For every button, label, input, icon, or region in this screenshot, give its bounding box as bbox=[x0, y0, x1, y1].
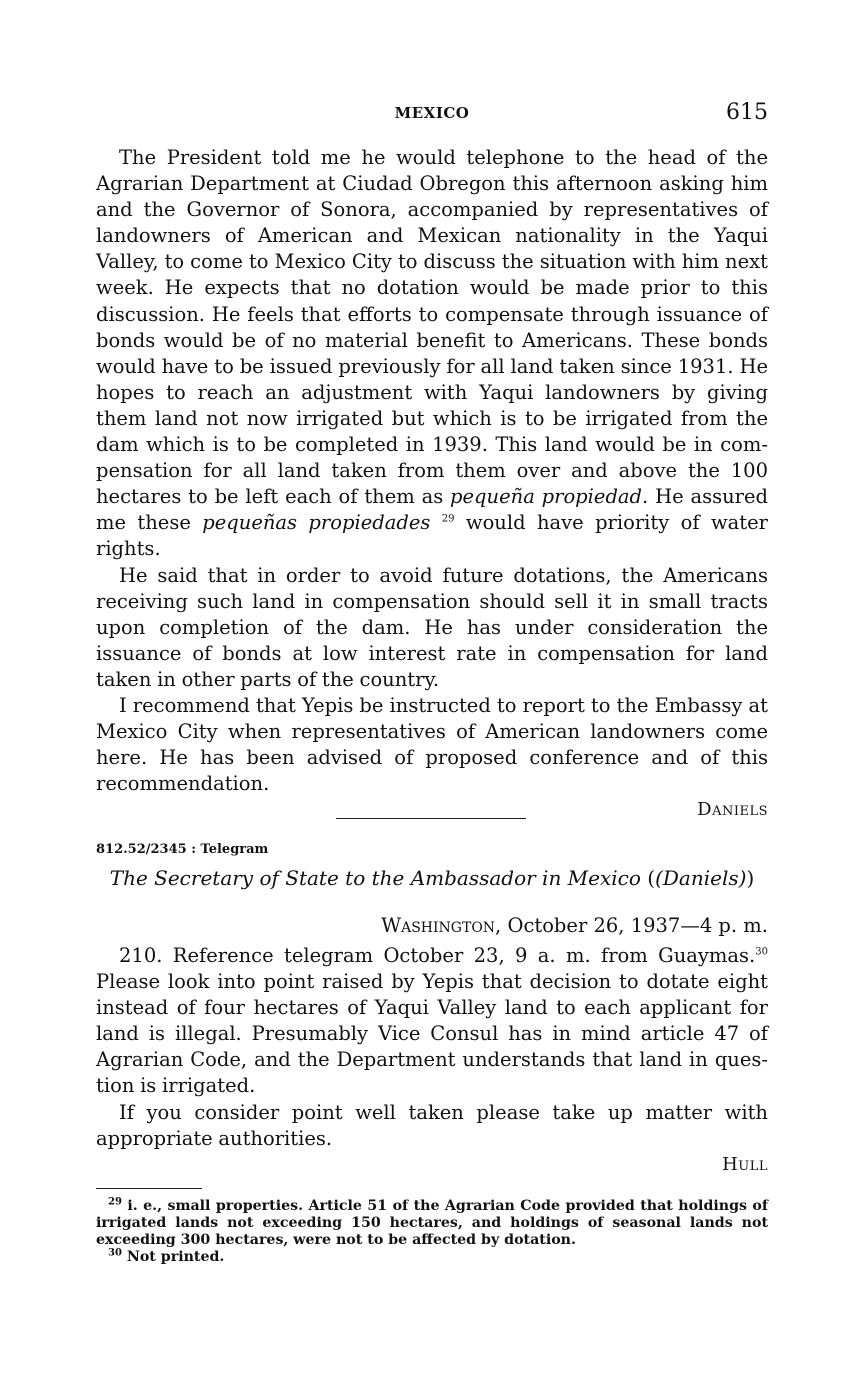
footnote-30 bbox=[96, 1249, 768, 1266]
section-divider bbox=[336, 818, 526, 819]
telegram-2-body bbox=[96, 943, 768, 1178]
footnote-marker: 30 bbox=[108, 1247, 122, 1259]
telegram-1-body bbox=[96, 145, 768, 823]
footnote-text: Not printed. bbox=[126, 1249, 225, 1265]
paragraph-text: 210. Reference telegram October 23, 9 a. m. from Guaymas. bbox=[119, 944, 756, 967]
footnote-reference: 29 bbox=[441, 513, 455, 525]
heading-text: The Secretary of State to the Ambassador in Mexico bbox=[109, 866, 641, 890]
heading-paren-open: ( bbox=[647, 866, 656, 890]
document-heading bbox=[96, 866, 768, 890]
telegram-1-paragraph-3: I recommend that Yepis be instructed to report to the Embassy at Mexico City when representatives of American landowners come here. He has been advised of proposed conference and of this recommendation. bbox=[96, 693, 768, 796]
dateline bbox=[381, 914, 768, 937]
telegram-2-paragraph-2: If you consider point well taken please take up matter with appropriate authorities. bbox=[96, 1100, 768, 1150]
paragraph-text: would have priority of water rights. bbox=[96, 511, 768, 561]
footnotes bbox=[96, 1198, 768, 1266]
file-reference: 812.52/2345 : Telegram bbox=[96, 842, 269, 857]
dateline-place: Washington, bbox=[381, 914, 502, 937]
telegram-2-paragraph-1 bbox=[96, 943, 768, 1100]
paragraph-text: The President told me he would telephone to the head of the Agrarian Department at Ciudad Obregon this afternoon asking him and the Governor of Sonora, accompanied by representatives of landowners of American and Mexican nationality in the Yaqui Valley, to come to Mexico City to discuss the situation with him next week. He expects that no dotation would be made prior to this discussion. He feels that efforts to compensate through issuance of bonds would be of no material benefit to Americans. These bonds would have to be issued previously for all land taken since 1931. He hopes to reach an adjustment with Yaqui landowners by giving them land not now irrigated but which is to be irrigated from the dam which is to be completed in 1939. This land would be in compensation for all land taken from them over and above the 100 hectares to be left each of them as bbox=[96, 146, 768, 509]
paragraph-text: He assured me these bbox=[96, 485, 768, 535]
heading-recipient: (Daniels) bbox=[655, 866, 747, 890]
paragraph-text: Please look into point raised by Yepis that decision to dotate eight instead of four hectares of Yaqui Valley land to each applicant for land is illegal. Presumably Vice Consul has in mind article 47 of Agrarian Code, and the Department understands that land in question is irrigated. bbox=[96, 970, 768, 1098]
footnote-reference: 30 bbox=[755, 946, 768, 958]
italic-term: pequeña propiedad. bbox=[450, 485, 649, 509]
dateline-date: October 26, 1937—4 p. m. bbox=[507, 914, 768, 937]
heading-paren-close: ) bbox=[746, 866, 755, 890]
running-header bbox=[96, 100, 768, 130]
footnote-29 bbox=[96, 1198, 768, 1249]
footnote-text: i. e., small properties. Article 51 of the Agrarian Code provided that holdings of irrigated lands not exceeding 150 hectares, and holdings of seasonal lands not exceeding 300 hectares, were not to be affected by dotation. bbox=[96, 1198, 768, 1248]
running-title: MEXICO bbox=[394, 104, 470, 122]
telegram-1-paragraph-1 bbox=[96, 145, 768, 563]
page-number: 615 bbox=[726, 100, 768, 125]
telegram-1-paragraph-2: He said that in order to avoid future dotations, the Americans receiving such land in compensation should sell it in small tracts upon completion of the dam. He has under consideration the issuance of bonds at low interest rate in compensation for land taken in other parts of the country. bbox=[96, 563, 768, 691]
signature-daniels: Daniels bbox=[697, 799, 768, 821]
signature-hull: Hull bbox=[722, 1153, 768, 1175]
footnote-marker: 29 bbox=[108, 1196, 122, 1208]
italic-term: pequeñas propiedades bbox=[202, 511, 431, 535]
footnote-divider bbox=[96, 1188, 202, 1189]
